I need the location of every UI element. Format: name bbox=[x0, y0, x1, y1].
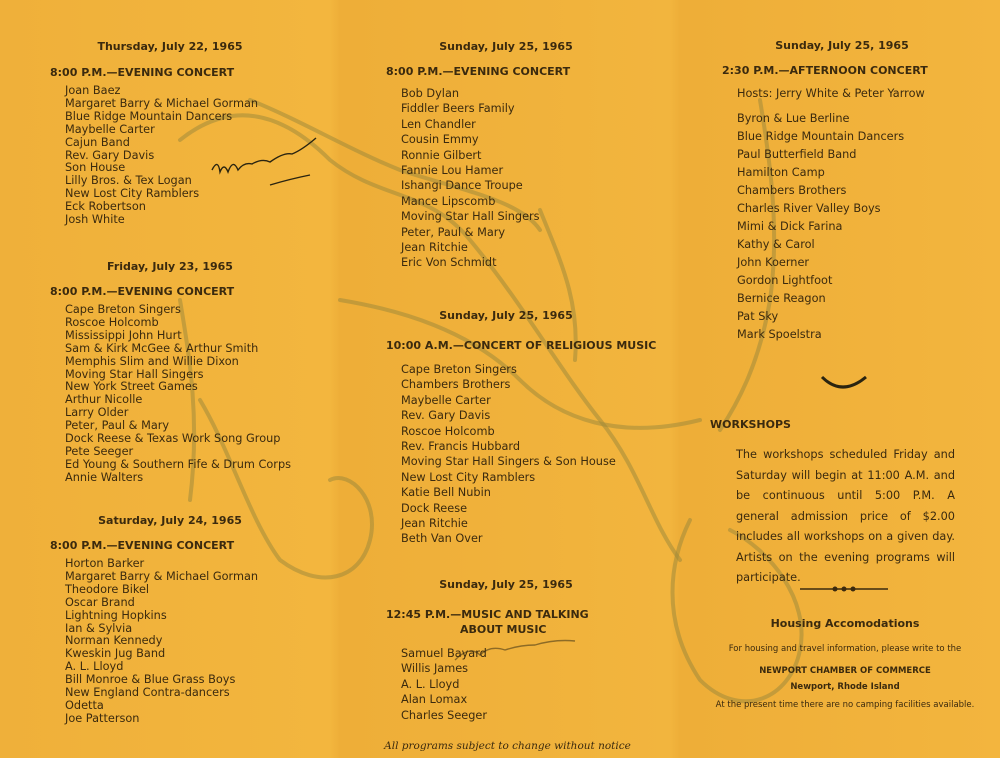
housing-place: Newport, Rhode Island bbox=[790, 682, 900, 692]
camping-note: At the present time there are no camping facilities available. bbox=[715, 700, 975, 710]
performer: Byron & Lue Berline bbox=[737, 112, 850, 125]
performer: Bill Monroe & Blue Grass Boys bbox=[65, 673, 236, 687]
performer: New York Street Games bbox=[65, 380, 198, 394]
performer: Annie Walters bbox=[65, 470, 144, 484]
performer: Ian & Sylvia bbox=[65, 621, 133, 635]
performer: A. L. Lloyd bbox=[401, 677, 460, 691]
performer: Willis James bbox=[401, 662, 469, 676]
section-time: 8:00 P.M.—EVENING CONCERT bbox=[50, 539, 235, 552]
performer: Beth Van Over bbox=[401, 532, 483, 546]
performer: Norman Kennedy bbox=[65, 634, 163, 648]
performer: Jean Ritchie bbox=[401, 241, 468, 255]
performer-list bbox=[401, 646, 666, 723]
section-time: 8:00 P.M.—EVENING CONCERT bbox=[386, 65, 571, 78]
religious-music-section bbox=[386, 309, 666, 547]
performer: Chambers Brothers bbox=[401, 378, 511, 392]
performer: Cajun Band bbox=[65, 135, 130, 149]
performer: Rev. Francis Hubbard bbox=[401, 440, 521, 454]
sunday-evening-section bbox=[386, 40, 656, 271]
performer-list bbox=[401, 362, 666, 547]
section-date: Sunday, July 25, 1965 bbox=[439, 40, 573, 53]
performer: Bob Dylan bbox=[401, 87, 460, 100]
performer: Mississippi John Hurt bbox=[65, 328, 182, 342]
workshops-text: The workshops scheduled Friday and Saturday will begin at 11:00 A.M. and be continuous until 5:00 P.M. A general admission price of $2.00 includes all workshops on a given day. Artists on the evening programs will participate. bbox=[736, 448, 955, 584]
performer: Moving Star Hall Singers bbox=[401, 210, 540, 224]
workshops-title: WORKSHOPS bbox=[710, 418, 791, 431]
footer-note: All programs subject to change without notice bbox=[384, 740, 631, 752]
performer: Blue Ridge Mountain Dancers bbox=[65, 109, 233, 123]
performer: Son House bbox=[65, 161, 126, 175]
performer: Charles River Valley Boys bbox=[737, 202, 881, 215]
performer: Horton Barker bbox=[65, 557, 145, 570]
performer: Pat Sky bbox=[737, 310, 779, 323]
performer: Odetta bbox=[65, 698, 104, 712]
performer: Peter, Paul & Mary bbox=[65, 419, 170, 433]
performer: Moving Star Hall Singers bbox=[65, 367, 204, 381]
housing-org: NEWPORT CHAMBER OF COMMERCE bbox=[759, 666, 931, 676]
performer: Margaret Barry & Michael Gorman bbox=[65, 569, 259, 583]
performer: Arthur Nicolle bbox=[65, 393, 143, 407]
performer: Theodore Bikel bbox=[65, 582, 150, 596]
sunday-afternoon-section bbox=[722, 39, 982, 344]
performer: Jean Ritchie bbox=[401, 517, 468, 531]
section-time: 2:30 P.M.—AFTERNOON CONCERT bbox=[722, 64, 928, 77]
performer: Samuel Bayard bbox=[401, 647, 487, 660]
thursday-section bbox=[50, 40, 290, 227]
section-time: 8:00 P.M.—EVENING CONCERT bbox=[50, 66, 235, 79]
performer: Cousin Emmy bbox=[401, 133, 479, 147]
performer: Charles Seeger bbox=[401, 708, 488, 722]
performer: Ishangi Dance Troupe bbox=[401, 179, 523, 193]
performer: Katie Bell Nubin bbox=[401, 486, 491, 500]
section-time: 10:00 A.M.—CONCERT OF RELIGIOUS MUSIC bbox=[386, 339, 657, 352]
performer-list bbox=[65, 85, 290, 227]
performer: Alan Lomax bbox=[401, 693, 468, 707]
hosts: Hosts: Jerry White & Peter Yarrow bbox=[737, 87, 925, 100]
performer: Lilly Bros. & Tex Logan bbox=[65, 174, 192, 188]
performer: Kathy & Carol bbox=[737, 238, 815, 251]
performer: Fiddler Beers Family bbox=[401, 102, 515, 116]
performer-list bbox=[737, 110, 982, 344]
performer: Ed Young & Southern Fife & Drum Corps bbox=[65, 457, 292, 471]
performer: Oscar Brand bbox=[65, 595, 135, 609]
performer: Larry Older bbox=[65, 406, 129, 420]
performer: New Lost City Ramblers bbox=[65, 187, 200, 201]
performer-list bbox=[65, 304, 310, 485]
performer: Ronnie Gilbert bbox=[401, 148, 482, 162]
performer: Cape Breton Singers bbox=[65, 303, 181, 316]
workshops-section bbox=[710, 418, 955, 589]
performer: Cape Breton Singers bbox=[401, 363, 517, 376]
housing-section bbox=[700, 617, 990, 710]
performer: Fannie Lou Hamer bbox=[401, 164, 504, 178]
performer: Bernice Reagon bbox=[737, 292, 826, 305]
performer: Paul Butterfield Band bbox=[737, 148, 857, 161]
performer: Mark Spoelstra bbox=[737, 328, 822, 341]
performer: Margaret Barry & Michael Gorman bbox=[65, 96, 259, 110]
performer: Mimi & Dick Farina bbox=[737, 220, 843, 233]
performer: Mance Lipscomb bbox=[401, 194, 496, 208]
performer: Pete Seeger bbox=[65, 444, 134, 458]
performer: New England Contra-dancers bbox=[65, 686, 230, 700]
friday-section bbox=[50, 260, 310, 485]
music-talking-section bbox=[386, 578, 666, 723]
performer: Dock Reese & Texas Work Song Group bbox=[65, 432, 281, 446]
section-date: Sunday, July 25, 1965 bbox=[439, 578, 573, 591]
performer: New Lost City Ramblers bbox=[401, 470, 536, 484]
performer: Gordon Lightfoot bbox=[737, 274, 833, 287]
performer: John Koerner bbox=[737, 256, 810, 269]
performer: Blue Ridge Mountain Dancers bbox=[737, 130, 905, 143]
section-time: 8:00 P.M.—EVENING CONCERT bbox=[50, 285, 235, 298]
performer-list bbox=[65, 558, 310, 726]
performer: Rev. Gary Davis bbox=[401, 409, 491, 423]
performer: Len Chandler bbox=[401, 117, 476, 131]
performer: Rev. Gary Davis bbox=[65, 148, 155, 162]
performer: Joan Baez bbox=[65, 84, 121, 97]
performer: Lightning Hopkins bbox=[65, 608, 167, 622]
housing-info: For housing and travel information, please write to the bbox=[728, 644, 962, 654]
section-time: 12:45 P.M.—MUSIC AND TALKING bbox=[386, 608, 589, 621]
saturday-section bbox=[50, 514, 310, 726]
performer: Roscoe Holcomb bbox=[65, 315, 159, 329]
performer: Moving Star Hall Singers & Son House bbox=[401, 455, 616, 469]
section-date: Sunday, July 25, 1965 bbox=[439, 309, 573, 322]
performer: Peter, Paul & Mary bbox=[401, 225, 506, 239]
performer: Sam & Kirk McGee & Arthur Smith bbox=[65, 341, 259, 355]
performer: Memphis Slim and Willie Dixon bbox=[65, 354, 239, 368]
section-date: Sunday, July 25, 1965 bbox=[775, 39, 909, 52]
performer: Maybelle Carter bbox=[65, 122, 155, 136]
section-date: Friday, July 23, 1965 bbox=[107, 260, 233, 273]
section-date: Thursday, July 22, 1965 bbox=[97, 40, 243, 53]
performer-list bbox=[401, 86, 656, 271]
housing-title: Housing Accomodations bbox=[770, 617, 920, 630]
performer: Josh White bbox=[65, 213, 125, 227]
performer: Eck Robertson bbox=[65, 200, 146, 214]
performer: Eric Von Schmidt bbox=[401, 256, 497, 270]
performer: Joe Patterson bbox=[65, 711, 140, 725]
performer: Dock Reese bbox=[401, 501, 468, 515]
performer: Kweskin Jug Band bbox=[65, 647, 166, 661]
section-date: Saturday, July 24, 1965 bbox=[98, 514, 242, 527]
section-time-continued: ABOUT MUSIC bbox=[460, 623, 547, 636]
performer: Maybelle Carter bbox=[401, 393, 491, 407]
performer: Chambers Brothers bbox=[737, 184, 847, 197]
performer: Roscoe Holcomb bbox=[401, 424, 495, 438]
performer: A. L. Lloyd bbox=[65, 660, 124, 674]
performer: Hamilton Camp bbox=[737, 166, 825, 179]
